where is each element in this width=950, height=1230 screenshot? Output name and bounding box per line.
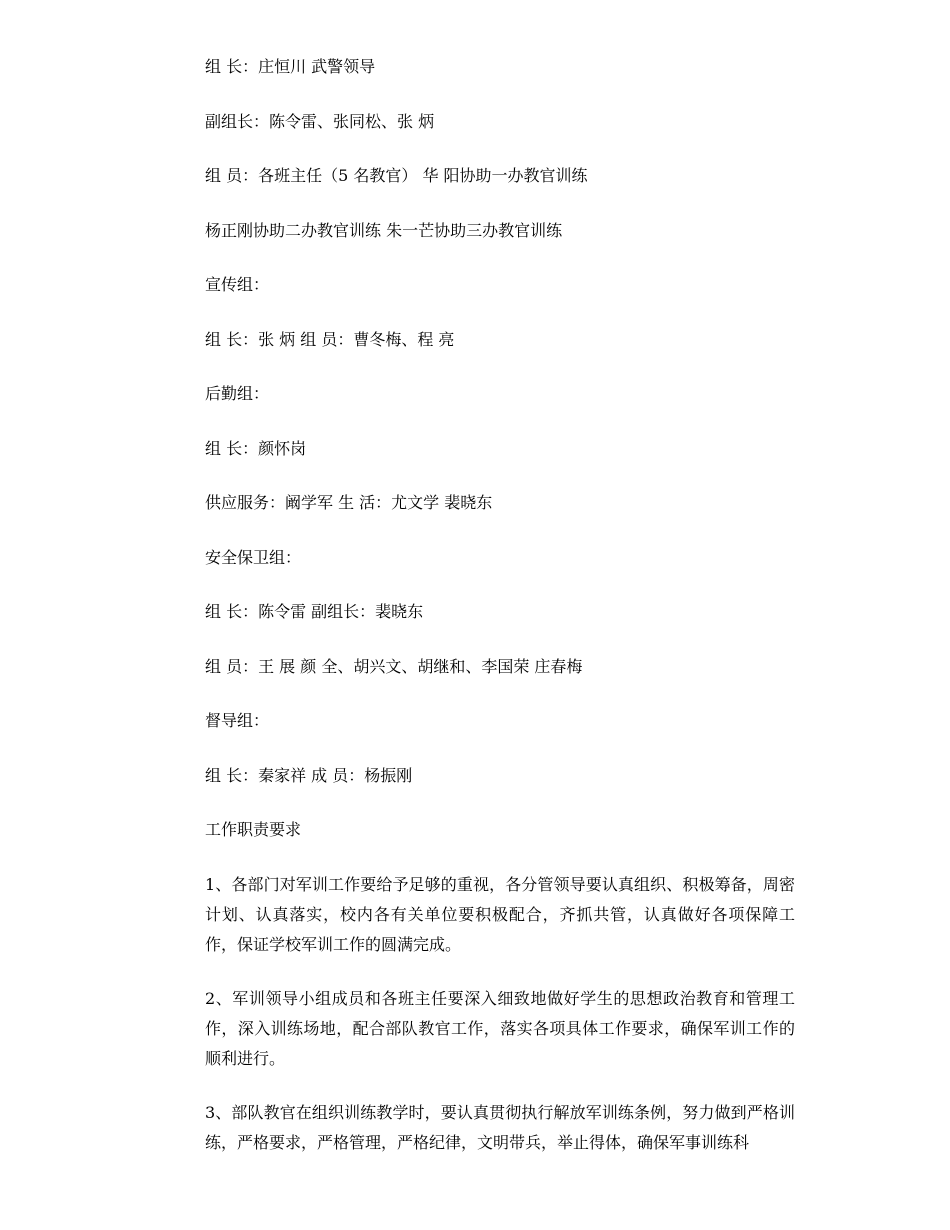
security-group-heading: 安全保卫组： — [205, 547, 302, 567]
logistics-group-heading: 后勤组： — [205, 384, 270, 403]
publicity-group-line: 组 长：张 炳 组 员：曹冬梅、程 亮 — [205, 329, 455, 349]
members-line: 组 员：各班主任（5 名教官） 华 阳协助一办教官训练 — [205, 166, 588, 185]
duty-paragraph-3: 3、部队教官在组织训练教学时，要认真贯彻执行解放军训练条例，努力做到严格训练，严格要求，严格管理，严格纪律，文明带兵，举止得体，确保军事训练科 — [205, 1102, 795, 1152]
duty-paragraph-2: 2、军训领导小组成员和各班主任要深入细致地做好学生的思想政治教育和管理工作，深入训练场地，配合部队教官工作，落实各项具体工作要求，确保军训工作的顺利进行。 — [205, 988, 795, 1068]
publicity-group-heading: 宣传组： — [205, 275, 270, 294]
supervision-group-line: 组 长：秦家祥 成 员：杨振刚 — [205, 765, 413, 785]
security-leader-line: 组 长：陈令雷 副组长：裴晓东 — [205, 602, 424, 621]
supply-service-line: 供应服务：阚学军 生 活：尤文学 裴晓东 — [205, 493, 493, 512]
duty-paragraph-1: 1、各部门对军训工作要给予足够的重视，各分管领导要认真组织、积极筹备，周密计划、认真落实，校内各有关单位要积极配合，齐抓共管，认真做好各项保障工作，保证学校军训工作的圆满完成。 — [205, 874, 795, 954]
document-page — [205, 52, 795, 1182]
leader-line: 组 长：庄恒川 武警领导 — [205, 57, 376, 76]
security-members-line: 组 员：王 展 颜 全、胡兴文、胡继和、李国荣 庄春梅 — [205, 656, 583, 676]
logistics-leader-line: 组 长：颜怀岗 — [205, 438, 307, 458]
members-continued-line: 杨正刚协助二办教官训练 朱一芒协助三办教官训练 — [205, 220, 563, 240]
deputy-leader-line: 副组长：陈令雷、张同松、张 炳 — [205, 111, 435, 131]
duties-heading: 工作职责要求 — [205, 820, 302, 839]
supervision-group-heading: 督导组： — [205, 711, 270, 730]
